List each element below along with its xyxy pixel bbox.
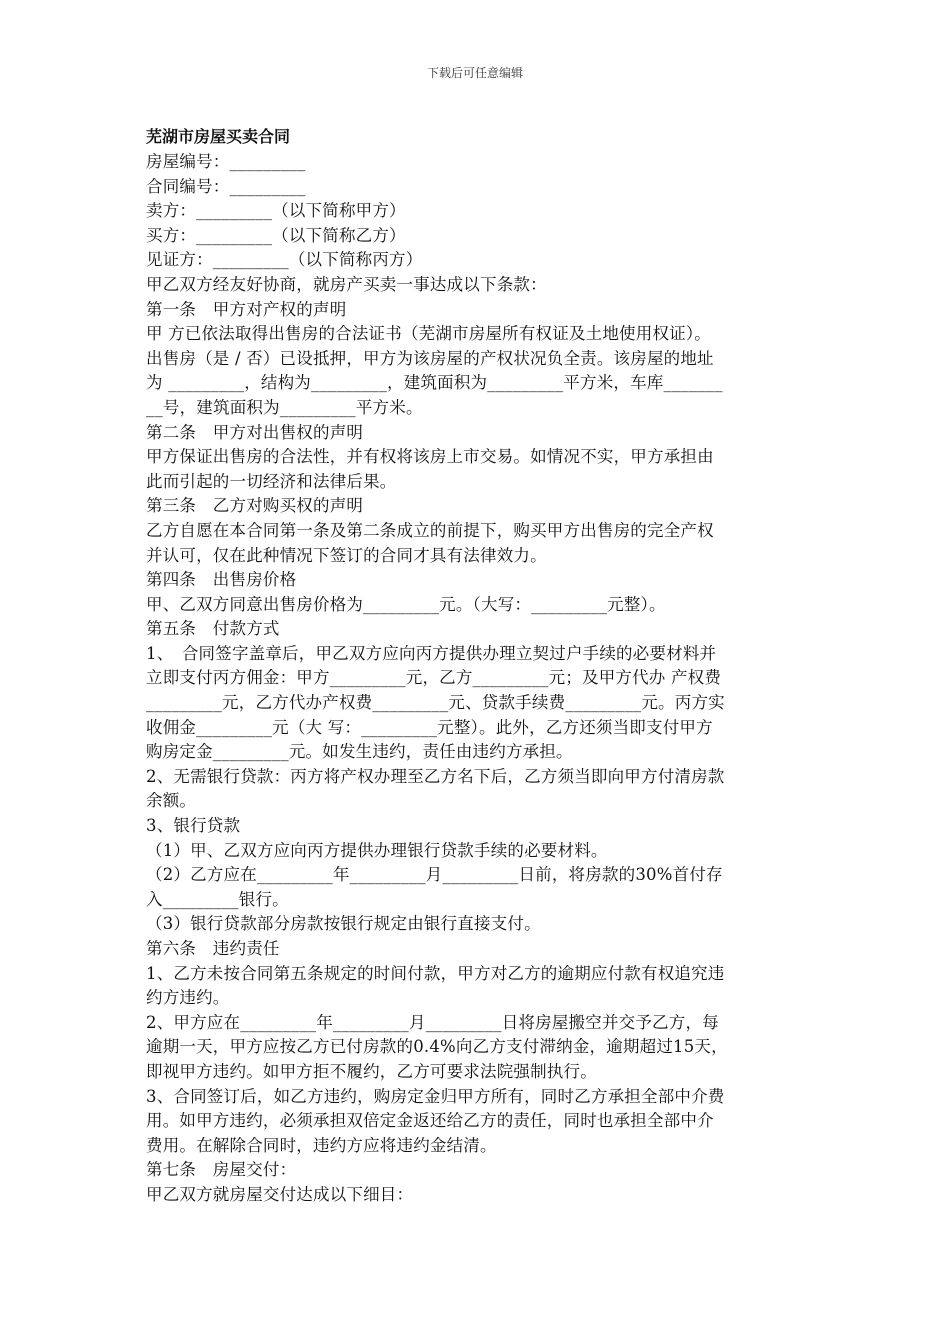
contract-line: 用。如甲方违约，必须承担双倍定金返还给乙方的责任，同时也承担全部中介 [146,1111,714,1131]
contract-line: 第七条 房屋交付： [146,1160,297,1180]
contract-line: 立即支付丙方佣金：甲方_________元，乙方_________元；及甲方代办 产权费 [146,668,722,688]
contract-line: 第一条 甲方对产权的声明 [146,299,347,319]
contract-line: 逾期一天，甲方应按乙方已付房款的0.4%向乙方支付滞纳金，逾期超过15天， [146,1037,728,1057]
contract-line: 2、甲方应在_________年_________月_________日将房屋搬空并交予乙方，每 [146,1012,719,1032]
contract-line: 房屋编号：_________ [146,152,306,171]
contract-line: 合同编号：_________ [146,176,306,196]
contract-line: 甲乙双方就房屋交付达成以下细目： [146,1184,414,1204]
contract-line: （1）甲、乙双方应向丙方提供办理银行贷款手续的必要材料。 [146,840,608,860]
contract-line: 买方：_________（以下简称乙方） [146,225,406,245]
contract-line: 并认可，仅在此种情况下签订的合同才具有法律效力。 [146,545,547,565]
contract-title: 芜湖市房屋买卖合同 [146,127,291,146]
contract-line: 甲乙双方经友好协商，就房产买卖一事达成以下条款： [146,274,547,294]
contract-line: 甲方保证出售房的合法性，并有权将该房上市交易。如情况不实，甲方承担由 [146,447,714,467]
contract-line: __号，建筑面积为_________平方米。 [146,397,423,417]
contract-line: 3、银行贷款 [146,816,241,836]
contract-line: 第五条 付款方式 [146,619,280,639]
contract-line: 即视甲方违约。如甲方拒不履约，乙方可要求法院强制执行。 [146,1061,597,1081]
contract-line: （3）银行贷款部分房款按银行规定由银行直接支付。 [146,914,541,934]
contract-line: 第四条 出售房价格 [146,570,297,590]
contract-line: 收佣金_________元（大 写：_________元整）。此外，乙方还须当即支付甲方 [146,717,713,737]
contract-text [146,150,806,1208]
contract-line: 余额。 [146,791,197,811]
contract-line: 第二条 甲方对出售权的声明 [146,422,364,442]
contract-line: 第三条 乙方对购买权的声明 [146,496,364,516]
contract-line: 第六条 违约责任 [146,939,280,958]
contract-line: 卖方：_________（以下简称甲方） [146,201,406,221]
contract-line: 乙方自愿在本合同第一条及第二条成立的前提下，购买甲方出售房的完全产权 [146,520,714,540]
contract-line: 出售房（是 / 否）已设抵押，甲方为该房屋的产权状况负全责。该房屋的地址 [146,348,714,368]
contract-line: 费用。在解除合同时，违约方应将违约金结清。 [146,1135,497,1155]
contract-line: 为 _________，结构为_________，建筑面积为_________平方米，车库_______ [146,373,723,393]
contract-line: 见证方：_________（以下简称丙方） [146,250,423,270]
contract-line: 约方违约。 [146,988,230,1008]
contract-line: 甲、乙双方同意出售房价格为_________元。（大写：_________元整）。 [146,594,666,614]
contract-line: _________元，乙方代办产权费_________元、贷款手续费_________元。丙方实 [146,693,725,713]
contract-line: 入_________银行。 [146,889,289,909]
contract-line: 1、 合同签字盖章后，甲乙双方应向丙方提供办理立契过户手续的必要材料并 [146,643,717,663]
page-header-note: 下载后可任意编辑 [426,66,523,80]
contract-line: 1、乙方未按合同第五条规定的时间付款，甲方对乙方的逾期应付款有权追究违 [146,963,725,983]
contract-line: 3、合同签订后，如乙方违约，购房定金归甲方所有，同时乙方承担全部中介费 [146,1086,725,1106]
contract-line: 2、无需银行贷款：丙方将产权办理至乙方名下后，乙方须当即向甲方付清房款 [146,766,725,786]
contract-line: 甲 方已依法取得出售房的合法证书（芜湖市房屋所有权证及土地使用权证）。 [146,324,711,344]
contract-line: （2）乙方应在_________年_________月_________日前，将房款的30%首付存 [146,865,723,885]
contract-body [146,126,806,1208]
contract-line: 此而引起的一切经济和法律后果。 [146,471,397,491]
contract-line: 购房定金_________元。如发生违约，责任由违约方承担。 [146,742,573,762]
